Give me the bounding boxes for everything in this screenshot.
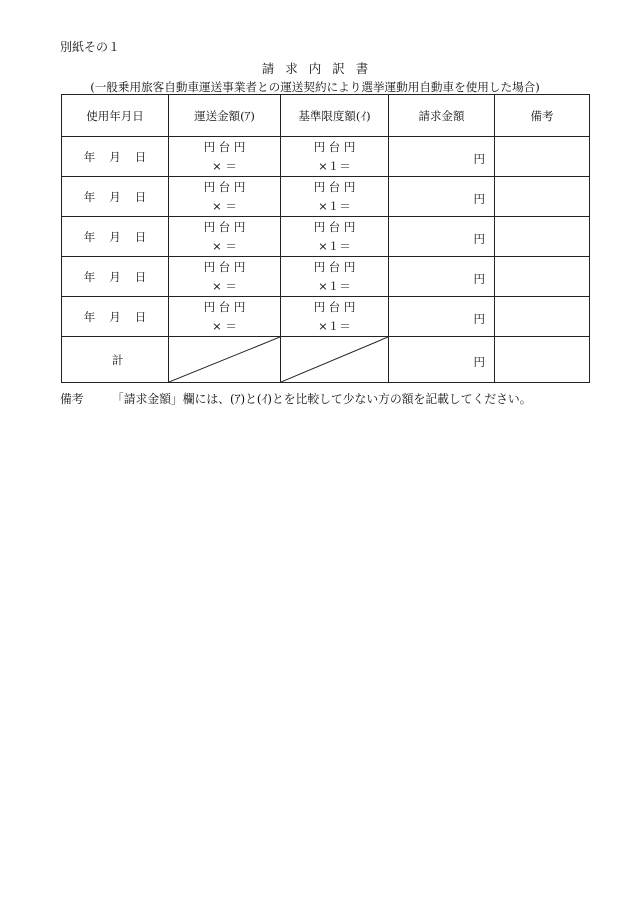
amount-cell[interactable]: 円 <box>389 137 495 177</box>
header-limit: 基準限度額(ｲ) <box>281 95 389 137</box>
limit-cell[interactable] <box>281 297 389 337</box>
notes-cell[interactable] <box>495 257 590 297</box>
total-notes-cell[interactable] <box>495 337 590 383</box>
date-cell[interactable]: 年月日 <box>62 297 169 337</box>
limit-cell[interactable] <box>281 257 389 297</box>
date-cell[interactable]: 年月日 <box>62 177 169 217</box>
amount-cell[interactable]: 円 <box>389 217 495 257</box>
limit-unit-line: 円 台 円 <box>313 179 356 194</box>
notes-cell[interactable] <box>495 137 590 177</box>
header-row <box>62 95 590 137</box>
date-cell[interactable]: 年月日 <box>62 257 169 297</box>
attachment-label: 別紙その１ <box>60 40 121 54</box>
limit-unit-line: 円 台 円 <box>313 219 356 234</box>
limit-cell[interactable] <box>281 137 389 177</box>
fare-cell[interactable] <box>169 257 281 297</box>
notes-cell[interactable] <box>495 217 590 257</box>
notes-cell[interactable] <box>495 297 590 337</box>
notes-cell[interactable] <box>495 177 590 217</box>
table-row <box>62 217 590 257</box>
fare-cell[interactable] <box>169 137 281 177</box>
limit-formula-line: ×１＝ <box>318 158 351 173</box>
amount-cell[interactable]: 円 <box>389 257 495 297</box>
total-label: 計 <box>62 337 169 383</box>
table-row <box>62 257 590 297</box>
fare-unit-line: 円 台 円 <box>203 219 246 234</box>
fare-formula-line: × ＝ <box>212 278 237 293</box>
total-row <box>62 337 590 383</box>
amount-cell[interactable]: 円 <box>389 297 495 337</box>
header-fare: 運送金額(ｱ) <box>169 95 281 137</box>
diagonal-strike-icon <box>169 337 280 382</box>
header-amount: 請求金額 <box>389 95 495 137</box>
header-notes: 備考 <box>495 95 590 137</box>
fare-formula-line: × ＝ <box>212 158 237 173</box>
date-cell[interactable]: 年月日 <box>62 217 169 257</box>
limit-unit-line: 円 台 円 <box>313 299 356 314</box>
limit-unit-line: 円 台 円 <box>313 139 356 154</box>
document-title: 請求内訳書 <box>261 61 380 76</box>
table-row <box>62 177 590 217</box>
fare-formula-line: × ＝ <box>212 318 237 333</box>
limit-formula-line: ×１＝ <box>318 278 351 293</box>
remarks-label: 備考 <box>60 392 84 406</box>
total-amount-cell[interactable]: 円 <box>389 337 495 383</box>
fare-unit-line: 円 台 円 <box>203 139 246 154</box>
fare-cell[interactable] <box>169 177 281 217</box>
fare-unit-line: 円 台 円 <box>203 299 246 314</box>
limit-unit-line: 円 台 円 <box>313 259 356 274</box>
date-cell[interactable]: 年月日 <box>62 137 169 177</box>
header-date: 使用年月日 <box>62 95 169 137</box>
document-subtitle: (一般乗用旅客自動車運送事業者との運送契約により選挙運動用自動車を使用した場合) <box>90 80 540 94</box>
limit-total-crossed-cell <box>281 337 389 383</box>
limit-formula-line: ×１＝ <box>318 198 351 213</box>
breakdown-table <box>61 94 590 383</box>
fare-formula-line: × ＝ <box>212 238 237 253</box>
fare-cell[interactable] <box>169 297 281 337</box>
limit-formula-line: ×１＝ <box>318 238 351 253</box>
remarks-text: 「請求金額」欄には、(ｱ)と(ｲ)とを比較して少ない方の額を記載してください。 <box>112 392 532 406</box>
limit-formula-line: ×１＝ <box>318 318 351 333</box>
fare-unit-line: 円 台 円 <box>203 259 246 274</box>
fare-cell[interactable] <box>169 217 281 257</box>
limit-cell[interactable] <box>281 177 389 217</box>
fare-unit-line: 円 台 円 <box>203 179 246 194</box>
diagonal-strike-icon <box>281 337 388 382</box>
fare-formula-line: × ＝ <box>212 198 237 213</box>
amount-cell[interactable]: 円 <box>389 177 495 217</box>
fare-total-crossed-cell <box>169 337 281 383</box>
table-row <box>62 297 590 337</box>
remarks-note <box>60 390 532 407</box>
table-row <box>62 137 590 177</box>
limit-cell[interactable] <box>281 217 389 257</box>
